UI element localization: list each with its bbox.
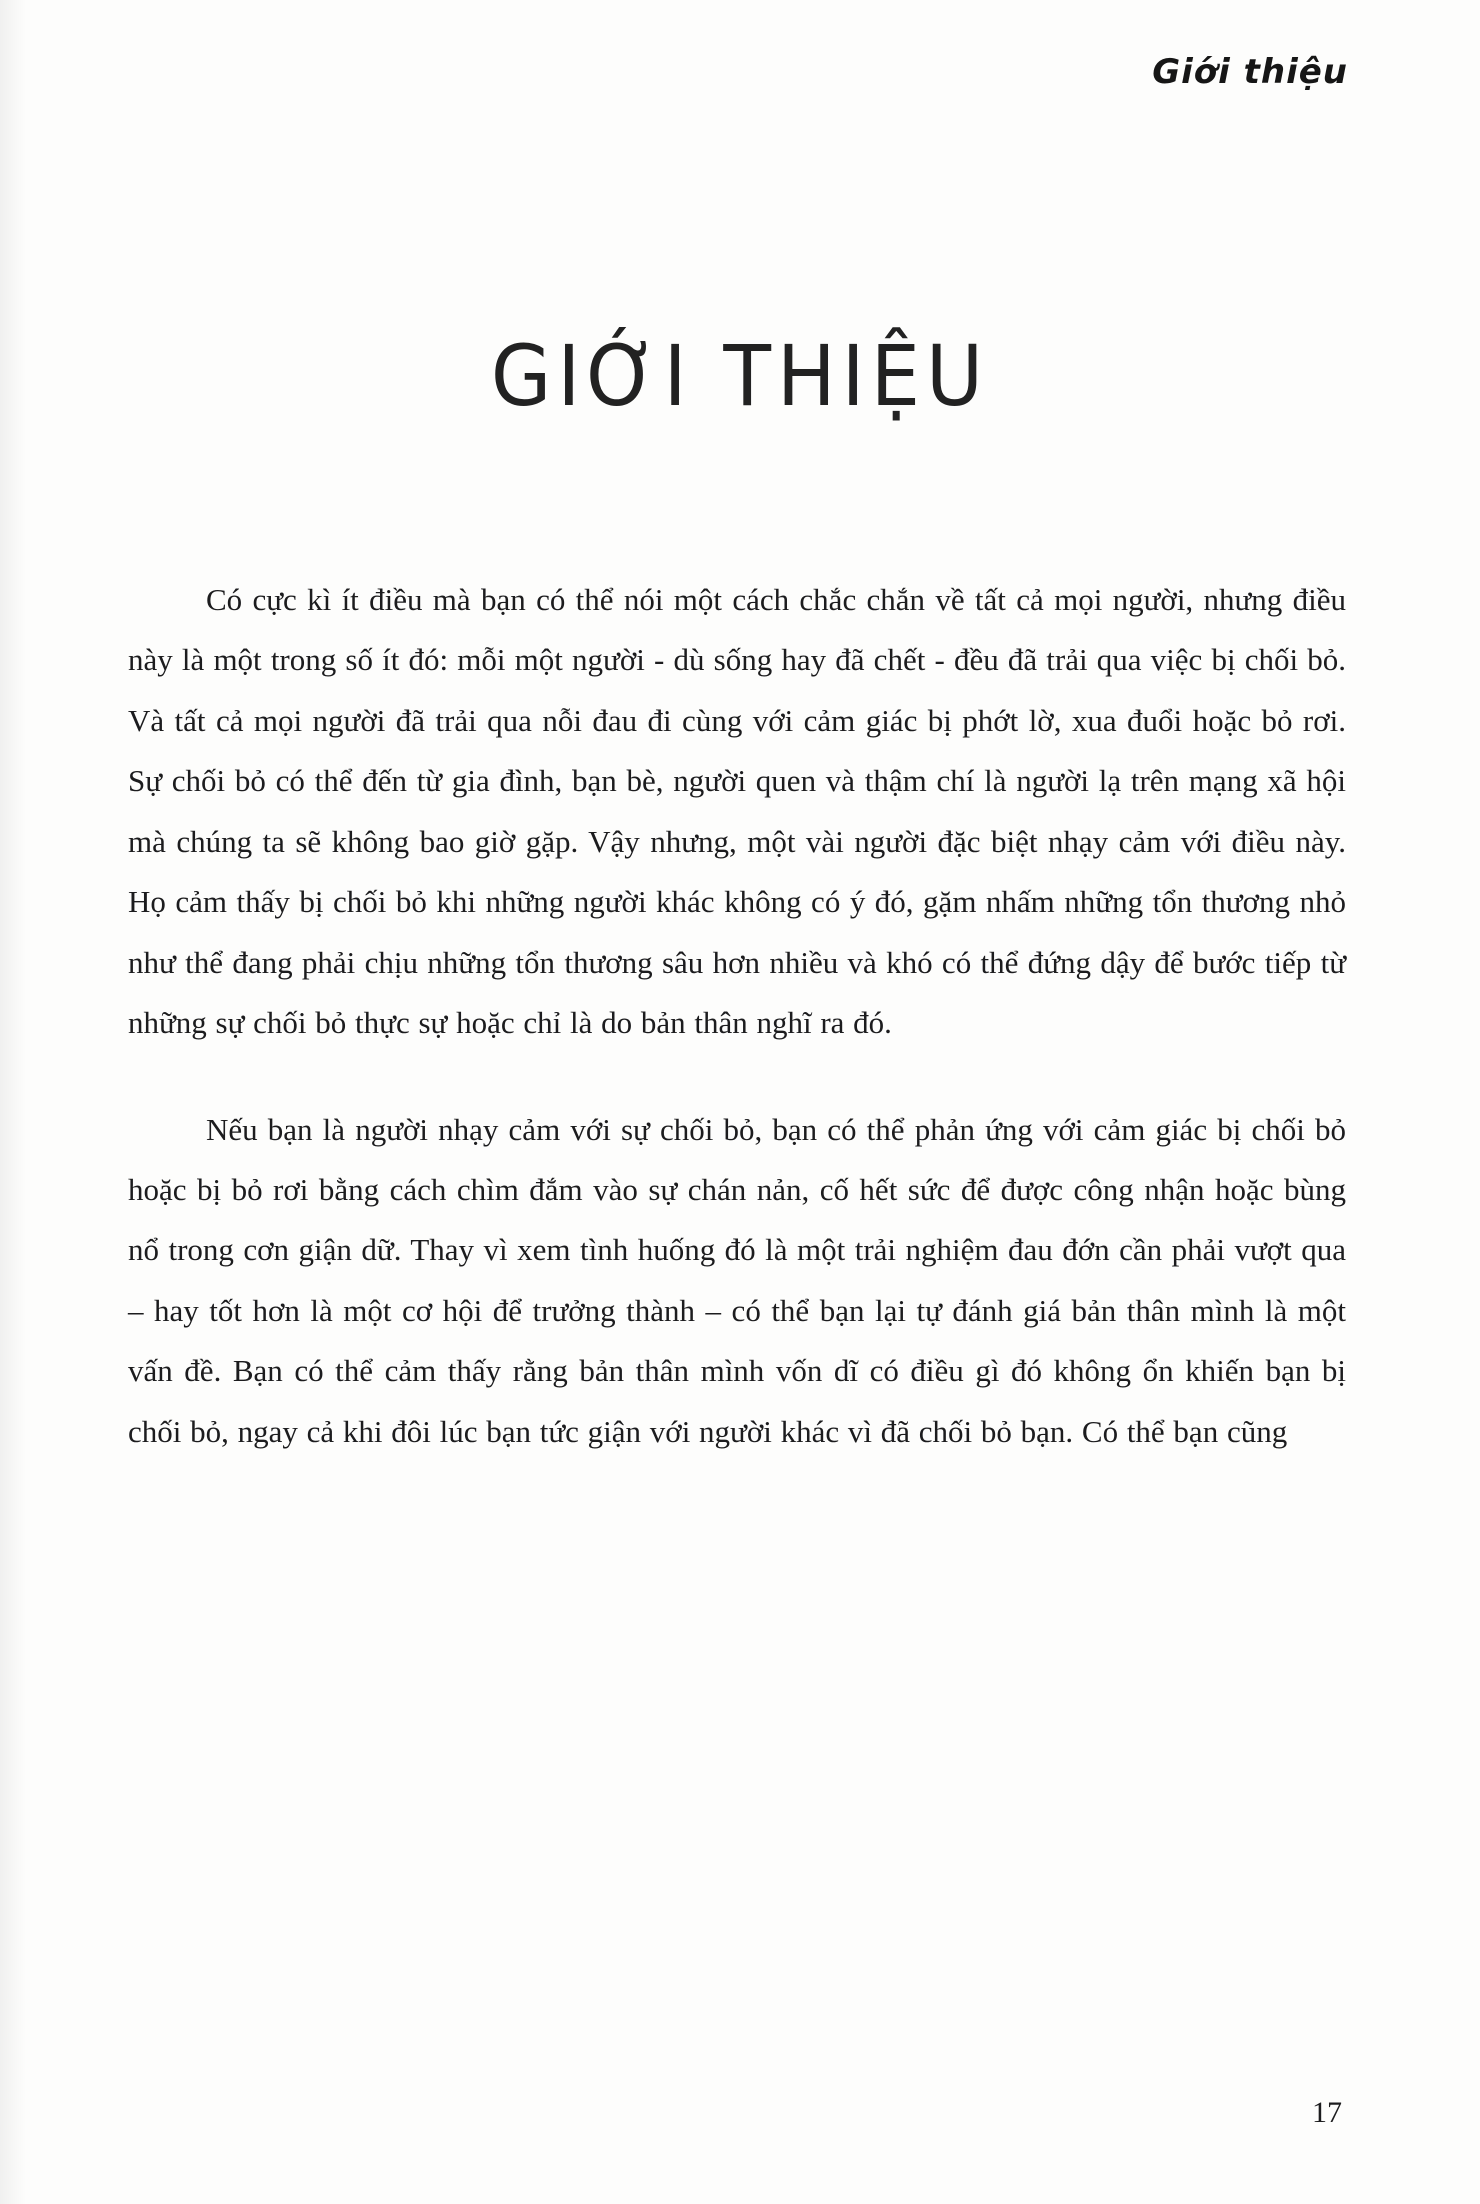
page-number: 17 [1312, 2096, 1342, 2129]
running-header: Giới thiệu [1152, 52, 1348, 92]
chapter-title: GIỚI THIỆU [490, 328, 990, 426]
body-text-block [128, 570, 1346, 1508]
paragraph: Có cực kì ít điều mà bạn có thể nói một cách chắc chắn về tất cả mọi người, nhưng điều này là một trong số ít đó: mỗi một người - dù sống hay đã chết - đều đã trải qua việc bị chối bỏ. Và tất cả mọi người đã trải qua nỗi đau đi cùng với cảm giác bị phớt lờ, xua đuổi hoặc bỏ rơi. Sự chối bỏ có thể đến từ gia đình, bạn bè, người quen và thậm chí là người lạ trên mạng xã hội mà chúng ta sẽ không bao giờ gặp. Vậy nhưng, một vài người đặc biệt nhạy cảm với điều này. Họ cảm thấy bị chối bỏ khi những người khác không có ý đó, gặm nhấm những tổn thương nhỏ như thể đang phải chịu những tổn thương sâu hơn nhiều và khó có thể đứng dậy để bước tiếp từ những sự chối bỏ thực sự hoặc chỉ là do bản thân nghĩ ra đó. [128, 582, 1346, 1041]
paragraph: Nếu bạn là người nhạy cảm với sự chối bỏ, bạn có thể phản ứng với cảm giác bị chối bỏ hoặc bị bỏ rơi bằng cách chìm đắm vào sự chán nản, cố hết sức để được công nhận hoặc bùng nổ trong cơn giận dữ. Thay vì xem tình huống đó là một trải nghiệm đau đớn cần phải vượt qua – hay tốt hơn là một cơ hội để trưởng thành – có thể bạn lại tự đánh giá bản thân mình là một vấn đề. Bạn có thể cảm thấy rằng bản thân mình vốn dĩ có điều gì đó không ổn khiến bạn bị chối bỏ, ngay cả khi đôi lúc bạn tức giận với người khác vì đã chối bỏ bạn. Có thể bạn cũng [128, 1111, 1346, 1449]
